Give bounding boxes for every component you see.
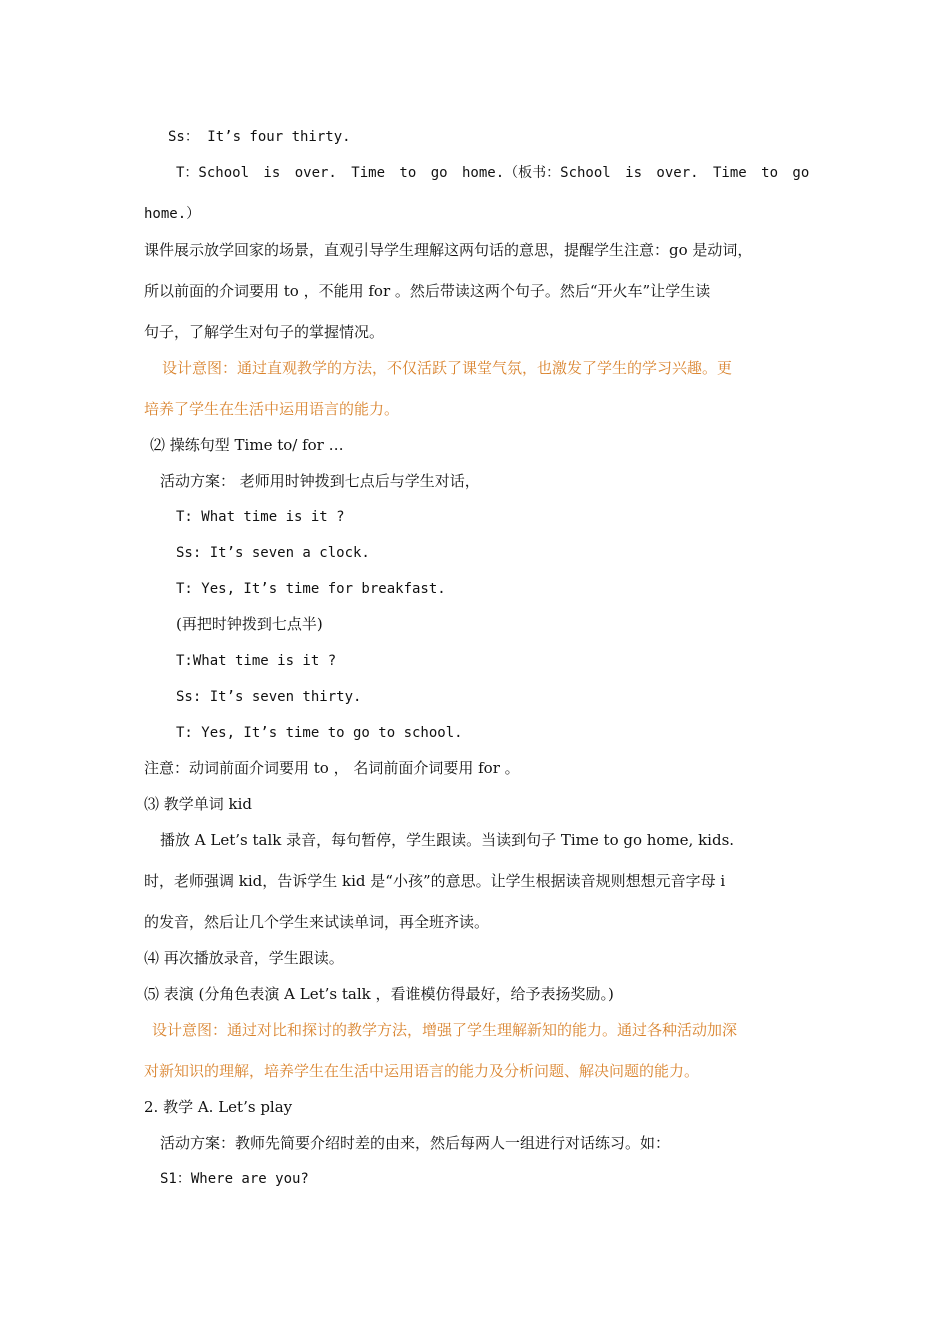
dialogue-line: T: Yes, It’s time to go to school.: [176, 725, 463, 741]
design-intent-line: 设计意图：通过对比和探讨的教学方法，增强了学生理解新知的能力。通过各种活动加深: [152, 1021, 738, 1039]
stage-direction: (再把时钟拨到七点半): [176, 615, 323, 633]
note-line: 注意：动词前面介词要用 to ， 名词前面介词要用 for 。: [144, 759, 520, 777]
section-heading: ⑵ 操练句型 Time to/ for …: [150, 436, 344, 454]
paragraph-line: 课件展示放学回家的场景，直观引导学生理解这两句话的意思，提醒学生注意：go 是动词，: [144, 241, 753, 259]
paragraph-line: 时，老师强调 kid，告诉学生 kid 是“小孩”的意思。让学生根据读音规则想想元音字母 i: [144, 872, 726, 890]
section-heading: ⑷ 再次播放录音，学生跟读。: [144, 949, 344, 967]
paragraph-line: 播放 A Let’s talk 录音，每句暂停，学生跟读。当读到句子 Time to go home, kids.: [160, 831, 735, 849]
dialogue-line: T：School is over. Time to go home.（板书：School is over. Time to go: [176, 165, 810, 181]
section-heading: ⑸ 表演 (分角色表演 A Let’s talk ，看谁模仿得最好，给予表扬奖励。): [144, 985, 614, 1003]
dialogue-line: home.）: [144, 206, 201, 222]
section-heading: ⑶ 教学单词 kid: [144, 795, 253, 813]
activity-plan-line: 活动方案：教师先简要介绍时差的由来，然后每两人一组进行对话练习。如：: [160, 1134, 671, 1152]
design-intent-line: 设计意图：通过直观教学的方法，不仅活跃了课堂气氛，也激发了学生的学习兴趣。更: [162, 359, 733, 377]
dialogue-line: T: What time is it ?: [176, 509, 345, 525]
dialogue-line: S1：Where are you?: [160, 1171, 309, 1187]
design-intent-line: 培养了学生在生活中运用语言的能力。: [144, 400, 400, 418]
dialogue-line: T: Yes, It’s time for breakfast.: [176, 581, 446, 597]
paragraph-line: 句子，了解学生对句子的掌握情况。: [144, 323, 385, 341]
dialogue-line: Ss: It’s seven a clock.: [176, 545, 370, 561]
section-heading: 2. 教学 A. Let’s play: [144, 1098, 293, 1116]
dialogue-line: Ss: It’s seven thirty.: [176, 689, 362, 705]
paragraph-line: 的发音，然后让几个学生来试读单词，再全班齐读。: [144, 913, 490, 931]
activity-plan-line: 活动方案： 老师用时钟拨到七点后与学生对话，: [160, 472, 480, 490]
dialogue-line: Ss： It’s four thirty.: [168, 129, 351, 145]
paragraph-line: 所以前面的介词要用 to ，不能用 for 。然后带读这两个句子。然后“开火车”让学生读: [144, 282, 711, 300]
dialogue-line: T:What time is it ?: [176, 653, 337, 669]
design-intent-line: 对新知识的理解，培养学生在生活中运用语言的能力及分析问题、解决问题的能力。: [144, 1062, 700, 1080]
